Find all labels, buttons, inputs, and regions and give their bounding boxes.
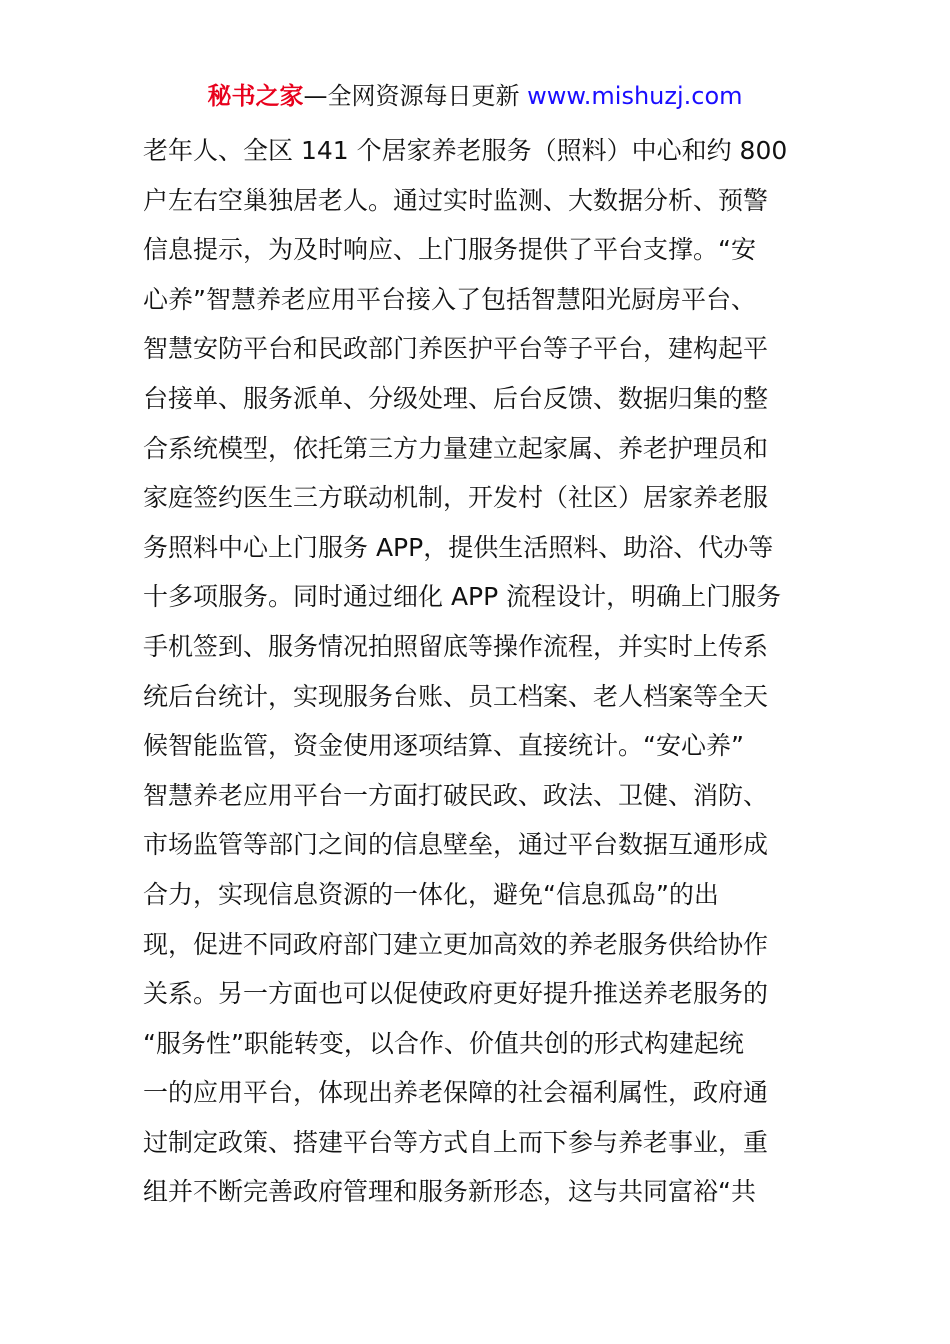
text-line: 关系。另一方面也可以促使政府更好提升推送养老服务的 xyxy=(143,979,769,1009)
site-tagline: —全网资源每日更新 xyxy=(303,82,520,110)
text-line: 一的应用平台，体现出养老保障的社会福利属性，政府通 xyxy=(143,1078,769,1108)
text-line: 老年人、全区 141 个居家养老服务（照料）中心和约 800 xyxy=(143,136,788,165)
text-line: 市场监管等部门之间的信息壁垒，通过平台数据互通形成 xyxy=(143,830,769,860)
text-line: 合力，实现信息资源的一体化，避免“信息孤岛”的出 xyxy=(143,879,719,909)
document-body xyxy=(143,126,823,1217)
site-url[interactable]: www.mishuzj.com xyxy=(527,82,743,110)
text-line: 智慧安防平台和民政部门养医护平台等子平台，建构起平 xyxy=(143,334,769,364)
text-line: 现，促进不同政府部门建立更加高效的养老服务供给协作 xyxy=(143,929,769,959)
text-line: 组并不断完善政府管理和服务新形态，这与共同富裕“共 xyxy=(143,1177,756,1207)
text-line: 家庭签约医生三方联动机制，开发村（社区）居家养老服 xyxy=(143,483,769,513)
text-line: “服务性”职能转变，以合作、价值共创的形式构建起统 xyxy=(143,1028,744,1058)
text-line: 台接单、服务派单、分级处理、后台反馈、数据归集的整 xyxy=(143,383,769,413)
page-header xyxy=(0,80,950,112)
text-line: 智慧养老应用平台一方面打破民政、政法、卫健、消防、 xyxy=(143,780,769,810)
text-line: 合系统模型，依托第三方力量建立起家属、养老护理员和 xyxy=(143,433,769,463)
text-line: 心养”智慧养老应用平台接入了包括智慧阳光厨房平台、 xyxy=(143,284,756,314)
text-line: 户左右空巢独居老人。通过实时监测、大数据分析、预警 xyxy=(143,185,769,215)
text-line: 务照料中心上门服务 APP，提供生活照料、助浴、代办等 xyxy=(143,532,774,562)
text-line: 信息提示，为及时响应、上门服务提供了平台支撑。“安 xyxy=(143,235,756,265)
text-line: 过制定政策、搭建平台等方式自上而下参与养老事业，重 xyxy=(143,1127,769,1157)
text-line: 统后台统计，实现服务台账、员工档案、老人档案等全天 xyxy=(143,681,769,711)
text-line: 候智能监管，资金使用逐项结算、直接统计。“安心养” xyxy=(143,731,744,761)
site-brand: 秘书之家 xyxy=(207,82,304,110)
text-line: 手机签到、服务情况拍照留底等操作流程，并实时上传系 xyxy=(143,631,769,661)
text-line: 十多项服务。同时通过细化 APP 流程设计，明确上门服务 xyxy=(143,582,782,612)
